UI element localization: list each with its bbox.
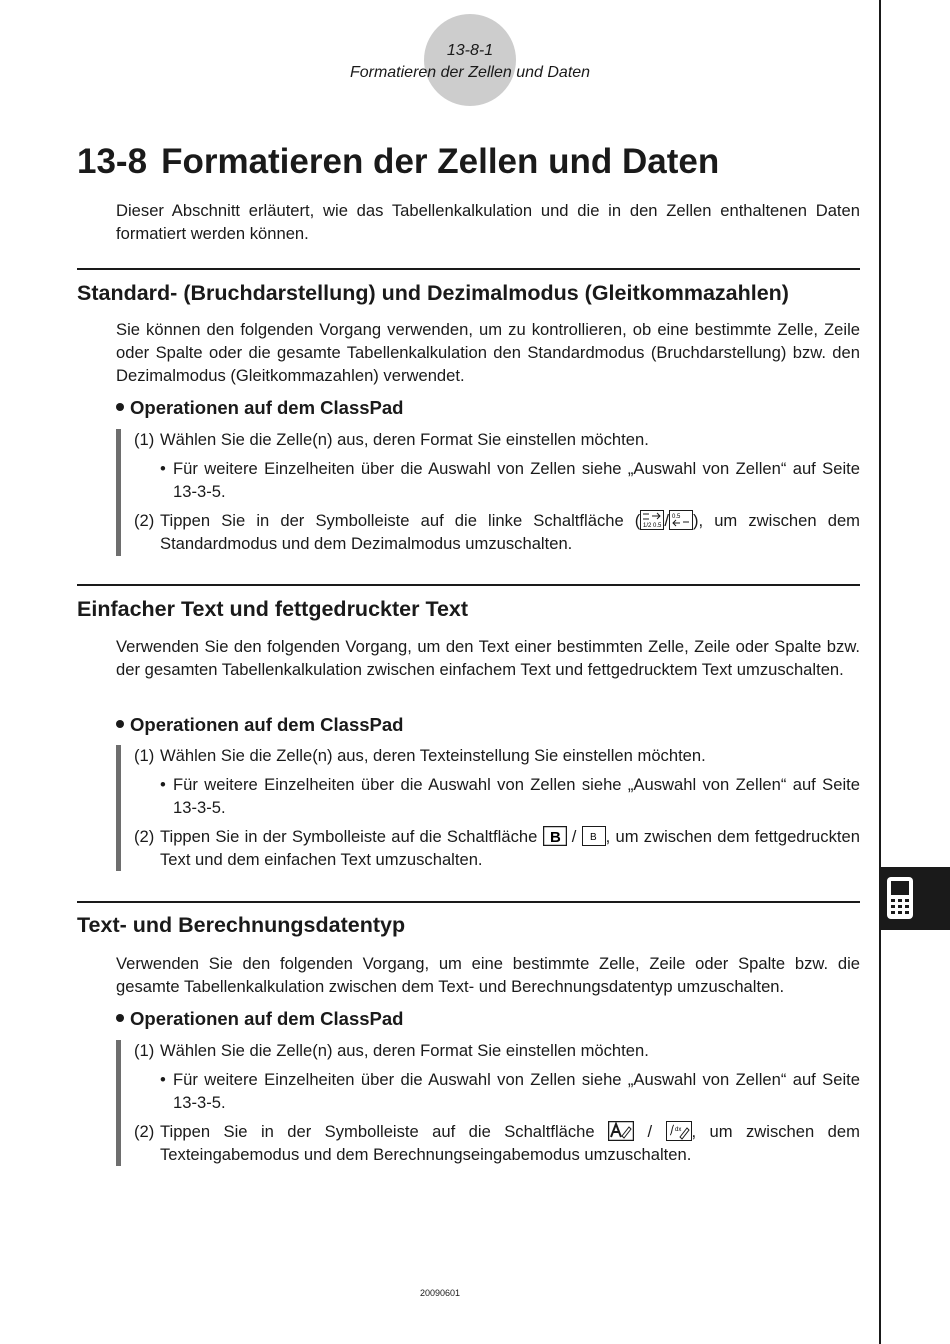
section-divider [77,901,860,903]
step-2: (2) Tippen Sie in der Symbolleiste auf die Schaltfläche / dx , um zwischen dem Texteingabemodus und dem Berechnungseingabemodus umzuschalten. [134,1122,860,1164]
decimal-to-fraction-icon [669,510,693,530]
section-divider [77,268,860,270]
step-1: (1) Wählen Sie die Zelle(n) aus, deren Texteinstellung Sie einstellen möchten. [134,746,706,765]
text-input-icon [608,1121,634,1141]
operations-bar [116,429,121,556]
calculator-icon [885,875,915,921]
chapter-heading [77,142,719,182]
calculation-input-icon [666,1121,692,1141]
svg-text:dx: dx [674,1126,681,1133]
section-body: Verwenden Sie den folgenden Vorgang, um eine bestimmte Zelle, Zeile oder Spalte bzw. die gesamte Tabellenkalkulation zwischen dem Text- und Berechnungsdatentyp umzuschalten. [116,954,860,996]
chapter-number: 13-8 [77,142,148,181]
svg-text:0.5: 0.5 [671,513,681,520]
bullet-dot [116,720,124,728]
svg-text:B: B [549,828,561,846]
operations-heading: Operationen auf dem ClassPad [116,714,403,736]
chapter-side-tab [881,867,950,930]
svg-text:B: B [589,831,597,843]
operations-heading: Operationen auf dem ClassPad [116,1008,403,1030]
svg-text:1/2 0.5: 1/2 0.5 [643,522,662,529]
step-2: (2) Tippen Sie in der Symbolleiste auf die linke Schaltfläche ( 1/2 0.5 / 0.5 ), um zwischen dem Standardmodus und dem Dezimalmodus umzuschalten. [134,511,860,553]
operations-bar [116,1040,121,1166]
header-page-number: 13-8-1 [446,42,494,59]
bullet-dot [116,403,124,411]
operations-bar [116,745,121,871]
section-heading: Standard- (Bruchdarstellung) und Dezimalmodus (Gleitkommazahlen) [77,281,789,305]
step-2: (2) Tippen Sie in der Symbolleiste auf die Schaltfläche B / B , um zwischen dem fettgedruckten Text und dem einfachen Text umzuschalten. [134,827,860,869]
section-body: Verwenden Sie den folgenden Vorgang, um den Text einer bestimmten Zelle, Zeile oder Spalte bzw. der gesamten Tabellenkalkulation zwischen einfachem Text und fettgedrucktem Text umzuschalten. [116,637,860,679]
header-title: Formatieren der Zellen und Daten [349,64,591,81]
section-divider [77,584,860,586]
step-1: (1) Wählen Sie die Zelle(n) aus, deren Format Sie einstellen möchten. [134,430,649,449]
bullet-dot [116,1014,124,1022]
step-1-note: • Für weitere Einzelheiten über die Auswahl von Zellen siehe „Auswahl von Zellen“ auf Seite 13-3-5. [160,775,860,817]
footer-code: 20090601 [419,1288,461,1298]
step-1: (1) Wählen Sie die Zelle(n) aus, deren Format Sie einstellen möchten. [134,1041,649,1060]
section-heading: Text- und Berechnungsdatentyp [77,913,406,937]
fraction-to-decimal-icon [640,510,664,530]
plain-text-icon [582,826,606,846]
bold-text-icon [543,826,567,846]
section-heading: Einfacher Text und fettgedruckter Text [77,597,469,621]
page-edge-line [879,0,881,1344]
step-1-note: • Für weitere Einzelheiten über die Auswahl von Zellen siehe „Auswahl von Zellen“ auf Seite 13-3-5. [160,1070,860,1112]
section-body: Sie können den folgenden Vorgang verwenden, um zu kontrollieren, ob eine bestimmte Zelle, Zeile oder Spalte oder die gesamte Tabellenkalkulation den Standardmodus (Bruchdarstellung) bzw. den Dezimalmodus (Gleitkommazahlen) verwendet. [116,320,860,385]
intro-paragraph: Dieser Abschnitt erläutert, wie das Tabellenkalkulation und die in den Zellen enthaltenen Daten formatiert werden können. [116,201,860,243]
chapter-title: Formatieren der Zellen und Daten [161,142,720,181]
step-1-note: • Für weitere Einzelheiten über die Auswahl von Zellen siehe „Auswahl von Zellen“ auf Seite 13-3-5. [160,459,860,501]
page-number-circle [424,14,516,106]
operations-heading: Operationen auf dem ClassPad [116,397,403,419]
